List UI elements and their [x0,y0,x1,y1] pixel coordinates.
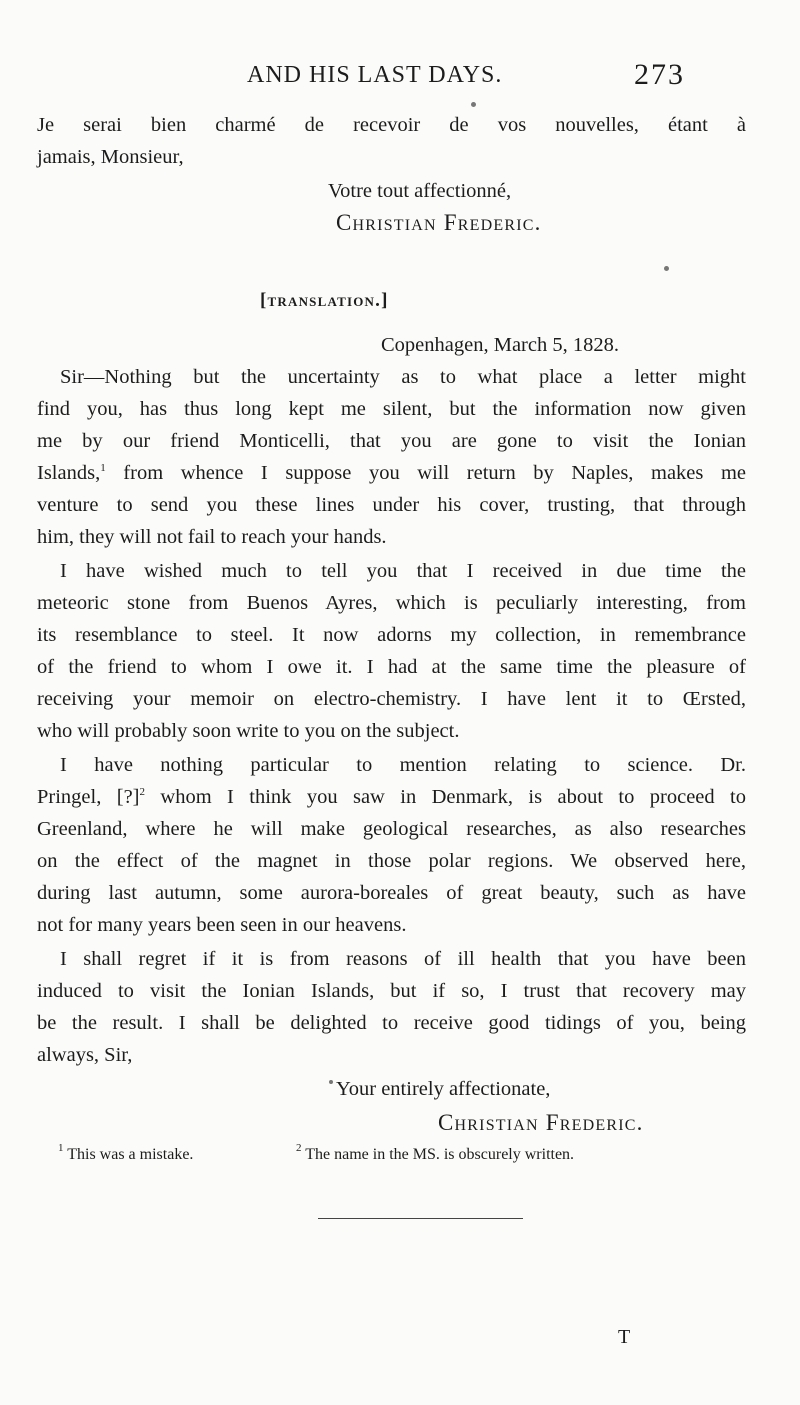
printers-signature-mark: T [618,1326,631,1348]
p1-line-3: me by our friend Monticelli, that you are gone to visit the Ionian [37,430,746,452]
print-speck [329,1080,333,1084]
p3-line-1: I have nothing particular to mention relating to science. Dr. [60,754,746,776]
p4-line-2: induced to visit the Ionian Islands, but if so, I trust that recovery may [37,980,746,1002]
dateline: Copenhagen, March 5, 1828. [381,334,619,356]
footnote-1-mark: 1 [58,1142,64,1154]
footnote-ref-1: 1 [100,462,106,474]
p2-line-4: of the friend to whom I owe it. I had at the same time the pleasure of [37,656,746,678]
p1-line-1: Sir—Nothing but the uncertainty as to what place a letter might [60,366,746,388]
footnote-1-text: This was a mistake. [67,1146,194,1163]
footnote-2-mark: 2 [296,1142,302,1154]
p2-line-5: receiving your memoir on electro-chemistry. I have lent it to Œrsted, [37,688,746,710]
footnote-rule [318,1218,523,1219]
print-speck [664,266,669,271]
p2-line-2: meteoric stone from Buenos Ayres, which is peculiarly interesting, from [37,592,746,614]
p2-line-1: I have wished much to tell you that I received in due time the [60,560,746,582]
footnote-1 [58,1142,194,1164]
p3-line-6: not for many years been seen in our heavens. [37,914,407,936]
p4-line-1: I shall regret if it is from reasons of ill health that you have been [60,948,746,970]
translation-heading [260,290,389,312]
pringel-prefix: Pringel, [?] [37,786,140,808]
p4-line-4: always, Sir, [37,1044,133,1066]
p2-line-3: its resemblance to steel. It now adorns my collection, in remembrance [37,624,746,646]
p4-line-3: be the result. I shall be delighted to receive good tidings of you, being [37,1012,746,1034]
print-speck [471,102,476,107]
islands-word: Islands, [37,462,101,484]
p3-line-2 [37,784,746,810]
footnote-2-text: The name in the MS. is obscurely written. [305,1146,575,1163]
translation-signature: Christian Frederic. [438,1110,644,1135]
footnote-2 [296,1142,575,1164]
translation-closing: Your entirely affectionate, [336,1078,551,1100]
p3-line-4: on the effect of the magnet in those polar regions. We observed here, [37,850,746,872]
p3-line-3: Greenland, where he will make geological researches, as also researches [37,818,746,840]
p3-line-2-rest: whom I think you saw in Denmark, is about to proceed to [160,786,746,808]
p2-line-6: who will probably soon write to you on the subject. [37,720,460,742]
p1-line-4-rest: from whence I suppose you will return by Naples, makes me [123,462,747,484]
page-number: 273 [634,58,685,91]
p1-line-4 [37,460,746,486]
translation-heading-text: [translation.] [260,290,389,311]
page-header [0,56,800,96]
p3-line-5: during last autumn, some aurora-boreales of great beauty, such as have [37,882,746,904]
p1-line-5: venture to send you these lines under his cover, trusting, that through [37,494,746,516]
french-signature: Christian Frederic. [336,210,542,235]
french-line-1: Je serai bien charmé de recevoir de vos nouvelles, étant à [37,114,746,136]
french-closing: Votre tout affectionné, [328,180,512,202]
p1-line-6: him, they will not fail to reach your hands. [37,526,387,548]
p1-line-2: find you, has thus long kept me silent, but the information now given [37,398,746,420]
running-head: AND HIS LAST DAYS. [247,62,503,88]
french-line-2: jamais, Monsieur, [37,146,184,168]
footnote-ref-2: 2 [139,786,145,798]
